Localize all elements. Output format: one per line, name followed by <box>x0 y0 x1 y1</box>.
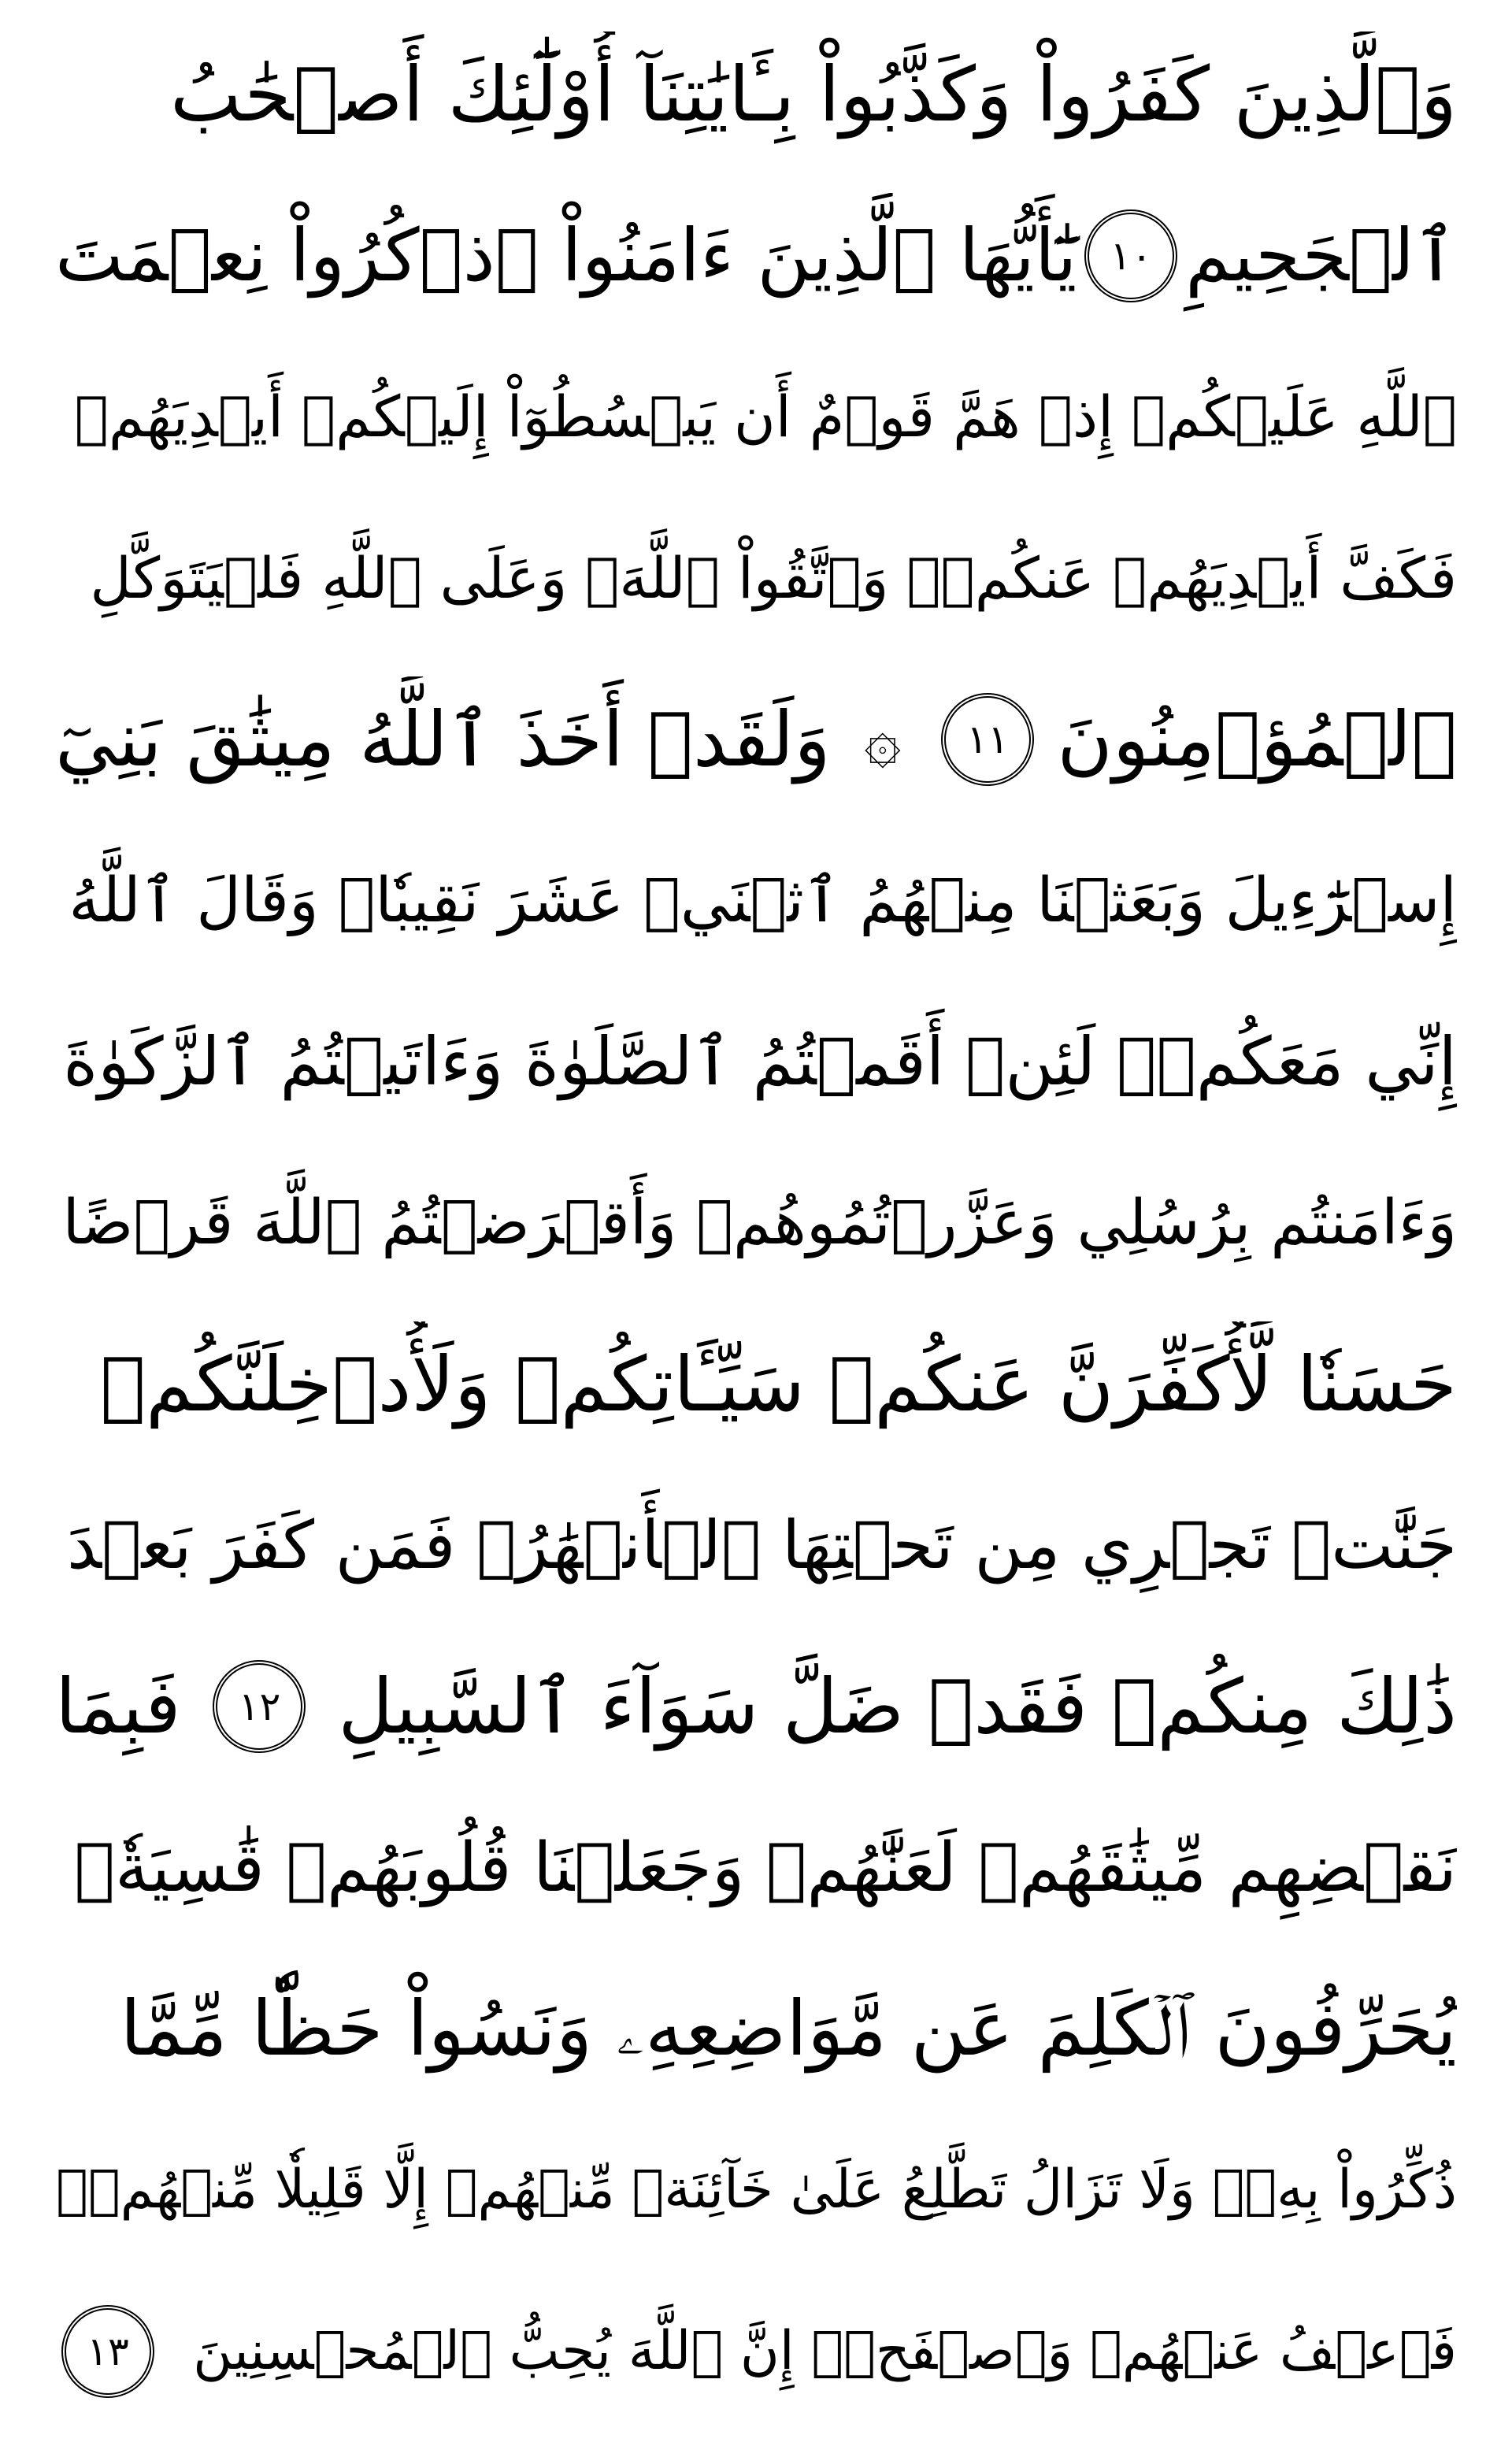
text-line-2 <box>55 193 1457 319</box>
verse-text: وَٱلَّذِينَ كَفَرُواْ وَكَذَّبُواْ بِـَٔايَٰتِنَآ أُوْلَٰٓئِكَ أَصۡحَٰبُ <box>170 50 1457 139</box>
text-line-12 <box>55 1805 1457 1931</box>
verse-text: ذَٰلِكَ مِنكُمۡ فَقَدۡ ضَلَّ سَوَآءَ ٱلسَّبِيلِ <box>338 1662 1457 1751</box>
verse-text: إِنِّي مَعَكُمۡۖ لَئِنۡ أَقَمۡتُمُ ٱلصَّلَوٰةَ وَءَاتَيۡتُمُ ٱلزَّكَوٰةَ <box>63 1023 1457 1101</box>
text-line-3 <box>55 354 1457 480</box>
mushaf-page <box>55 32 1457 2414</box>
text-line-15 <box>55 2288 1457 2414</box>
text-line-5 <box>55 676 1457 802</box>
verse-text: جَنَّٰتٖ تَجۡرِي مِن تَحۡتِهَا ٱلۡأَنۡهَٰرُۚ فَمَن كَفَرَ بَعۡدَ <box>67 1507 1457 1584</box>
text-line-13 <box>55 1966 1457 2092</box>
verse-text: فَٱعۡفُ عَنۡهُمۡ وَٱصۡفَحۡۚ إِنَّ ٱللَّهَ يُحِبُّ ٱلۡمُحۡسِنِينَ <box>193 2319 1457 2382</box>
verse-number-marker-10: ١٠ <box>1084 209 1177 302</box>
verse-text: فَكَفَّ أَيۡدِيَهُمۡ عَنكُمۡۖ وَٱتَّقُواْ ٱللَّهَۚ وَعَلَى ٱللَّهِ فَلۡيَتَوَكَّلِ <box>90 545 1457 612</box>
verse-number-marker-13: ١٣ <box>61 2305 154 2398</box>
verse-text: حَسَنٗا لَّأُكَفِّرَنَّ عَنكُمۡ سَيِّـَٔاتِكُمۡ وَلَأُدۡخِلَنَّكُمۡ <box>100 1340 1457 1429</box>
text-line-9 <box>55 1321 1457 1447</box>
verse-text: ٱللَّهِ عَلَيۡكُمۡ إِذۡ هَمَّ قَوۡمٌ أَن يَبۡسُطُوٓاْ إِلَيۡكُمۡ أَيۡدِيَهُمۡ <box>74 384 1457 450</box>
verse-text: فَبِمَا <box>55 1662 181 1751</box>
verse-text: إِسۡرَٰٓءِيلَ وَبَعَثۡنَا مِنۡهُمُ ٱثۡنَيۡ عَشَرَ نَقِيبٗاۖ وَقَالَ ٱللَّهُ <box>69 865 1457 936</box>
verse-text: نَقۡضِهِم مِّيثَٰقَهُمۡ لَعَنَّٰهُمۡ وَجَعَلۡنَا قُلُوبَهُمۡ قَٰسِيَةٗۖ <box>74 1828 1457 1907</box>
text-line-7 <box>55 999 1457 1125</box>
verse-text: ٱلۡمُؤۡمِنُونَ <box>1057 695 1457 784</box>
text-line-10 <box>55 1482 1457 1608</box>
text-line-4 <box>55 515 1457 641</box>
verse-number-marker-12: ١٢ <box>213 1660 306 1753</box>
text-line-6 <box>55 838 1457 964</box>
verse-text: وَلَقَدۡ أَخَذَ ٱللَّهُ مِيثَٰقَ بَنِيٓ <box>55 695 831 784</box>
text-line-8 <box>55 1160 1457 1286</box>
verse-number-marker-11: ١١ <box>941 693 1034 786</box>
verse-text: وَءَامَنتُم بِرُسُلِي وَعَزَّرۡتُمُوهُمۡ وَأَقۡرَضۡتُمُ ٱللَّهَ قَرۡضًا <box>62 1187 1457 1258</box>
verse-text: يُحَرِّفُونَ ٱلۡكَلِمَ عَن مَّوَاضِعِهِۦ وَنَسُواْ حَظّٗا مِّمَّا <box>120 1985 1457 2074</box>
verse-text: يَٰٓأَيُّهَا ٱلَّذِينَ ءَامَنُواْ ٱذۡكُرُواْ نِعۡمَتَ <box>55 213 1077 298</box>
verse-text: ذُكِّرُواْ بِهِۦۚ وَلَا تَزَالُ تَطَّلِعُ عَلَىٰ خَآئِنَةٖ مِّنۡهُمۡ إِلَّا قَلِيلٗا مِّنۡهُمۡۖ <box>56 2159 1457 2222</box>
text-line-14 <box>55 2127 1457 2253</box>
hizb-star-icon: ۞ <box>864 702 902 776</box>
text-line-11 <box>55 1644 1457 1770</box>
verse-text: ٱلۡجَحِيمِ <box>1185 213 1457 298</box>
text-line-1 <box>55 32 1457 158</box>
